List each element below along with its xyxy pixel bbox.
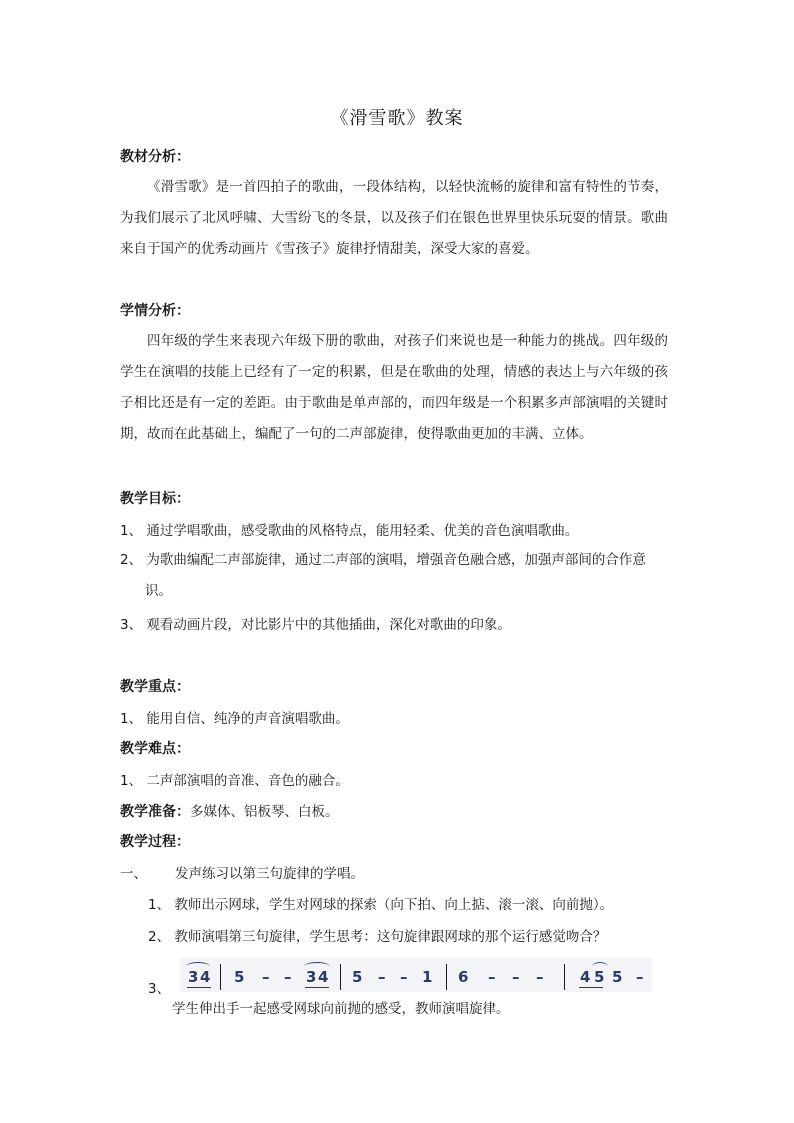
score-note: – [512,968,520,986]
goals-heading: 教学目标： [120,491,190,507]
learners-heading: 学情分析： [120,303,190,319]
analysis-paragraph: 《滑雪歌》是一首四拍子的歌曲，一段体结构，以轻快流畅的旋律和富有特性的节奏，为我们展示了北风呼啸、大雪纷飞的冬景，以及孩子们在银色世界里快乐玩耍的情景。歌曲来自于国产的优秀动画片《雪孩子》旋律抒情甜美，深受大家的喜爱。 [120,179,668,257]
score-note: – [488,968,496,986]
score-note: 4 [200,968,211,986]
numbered-score [180,960,650,992]
preparation-text: 多媒体、铝板琴、白板。 [190,804,339,820]
score-note: 3 [306,968,317,986]
process-step: 2、 教师演唱第三句旋律，学生思考：这句旋律跟网球的那个运行感觉吻合？ [148,929,607,945]
process-heading: 教学过程： [120,834,190,850]
bar-line [564,964,565,990]
difficulties-heading: 教学难点： [120,741,190,757]
preparation-line [120,800,339,821]
bar-line [220,964,221,990]
score-note: 4 [318,968,329,986]
score-note: – [400,968,408,986]
score-note: – [378,968,386,986]
key-points-heading: 教学重点： [120,679,190,695]
key-point-item: 1、 能用自信、纯净的声音演唱歌曲。 [120,711,349,727]
score-note: 5 [612,968,623,986]
score-note: – [262,968,270,986]
score-note: 4 [580,968,591,986]
score-note: – [536,968,544,986]
analysis-heading: 教材分析： [120,149,190,165]
bar-line [446,964,447,990]
process-step: 1、 教师出示网球，学生对网球的探索（向下拍、向上掂、滚一滚、向前抛）。 [148,897,614,913]
process-section-title: 发声练习以第三句旋律的学唱。 [175,866,364,882]
difficulty-item: 1、 二声部演唱的音准、音色的融合。 [120,773,349,789]
score-note: – [284,968,292,986]
process-step-number: 3、 [148,981,171,997]
score-note: 6 [458,968,469,986]
process-step-three: 学生伸出手一起感受网球向前抛的感受，教师演唱旋律。 [172,1001,510,1017]
eighth-beam [187,987,211,988]
score-note: – [636,968,644,986]
score-note: 5 [234,968,245,986]
goal-item: 2、 为歌曲编配二声部旋律，通过二声部的演唱，增强音色融合感，加强声部间的合作意识。 [120,552,646,599]
process-section-number: 一、 [120,866,147,882]
preparation-heading: 教学准备： [120,804,190,820]
goal-item: 3、 观看动画片段，对比影片中的其他插曲，深化对歌曲的印象。 [120,617,511,633]
bar-line [340,964,341,990]
learners-paragraph: 四年级的学生来表现六年级下册的歌曲，对孩子们来说也是一种能力的挑战。四年级的学生在演唱的技能上已经有了一定的积累，但是在歌曲的处理，情感的表达上与六年级的孩子相比还是有一定的差距。由于歌曲是单声部的，而四年级是一个积累多声部演唱的关键时期，故而在此基础上，编配了一句的二声部旋律，使得歌曲更加的丰满、立体。 [120,333,668,442]
eighth-beam [305,987,329,988]
document-title: 《滑雪歌》教案 [330,108,464,129]
goal-item: 1、 通过学唱歌曲，感受歌曲的风格特点，能用轻柔、优美的音色演唱歌曲。 [120,523,579,539]
score-note: 1 [422,968,433,986]
eighth-beam [579,987,603,988]
score-note: 3 [188,968,199,986]
score-note: 5 [594,968,605,986]
score-note: 5 [352,968,363,986]
